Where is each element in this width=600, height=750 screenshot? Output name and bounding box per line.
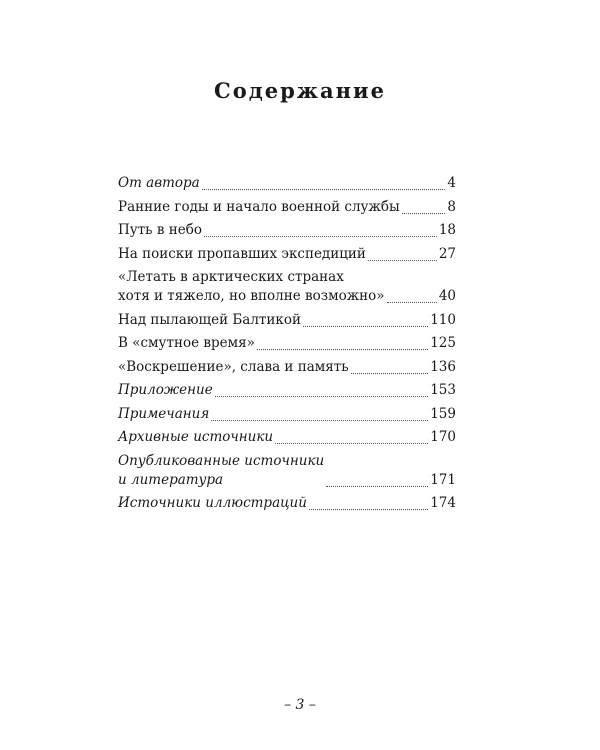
toc-entry-page: 4 [447,175,456,191]
toc-entry-title [118,381,213,400]
toc-entry-title-line: хотя и тяжело, но вполне возможно» [118,288,385,304]
toc-entry-page: 110 [430,311,456,328]
toc-entry-title-line: В «смутное время» [118,335,255,351]
toc-entry-title [118,452,324,490]
toc-entry[interactable] [118,268,456,306]
toc-entry-page: 40 [438,288,456,304]
toc-entry-page: 27 [438,245,456,262]
toc-entry[interactable] [118,311,456,330]
toc-leader-dots [215,396,428,397]
toc-entry-title [118,311,301,330]
toc-entry-title [118,334,255,353]
toc-entry-page: 18 [438,222,456,238]
toc-entry[interactable] [118,174,456,193]
toc-entry[interactable] [118,221,456,240]
toc-entry-title-line: Над пылающей Балтикой [118,311,301,328]
toc-entry-title-line: От автора [118,175,200,191]
toc-entry-title-line: Источники иллюстраций [118,495,307,511]
toc-entry-title [118,494,307,513]
toc-entry-page: 174 [430,495,456,511]
page-number: – 3 – [284,697,316,713]
toc-entry-title-line: Опубликованные источники [118,452,325,469]
toc-entry-page: 153 [430,382,456,398]
toc-leader-dots [257,349,428,350]
toc-entry-title-line: Ранние годы и начало военной службы [118,198,400,215]
toc-leader-dots [309,509,428,510]
toc-entry-title-line: и литература [118,471,224,488]
toc-entry-title-line: На поиски пропавших экспедиций [118,245,366,262]
toc-leader-dots [303,326,428,327]
toc-entry[interactable] [118,405,456,424]
toc-entry-page: 136 [430,358,456,375]
toc-entry-title [118,198,400,217]
toc-entry-title [118,428,273,447]
toc-leader-dots [368,260,437,261]
toc-entry-page: 125 [430,335,456,351]
toc-entry-title [118,405,209,424]
toc-entry[interactable] [118,358,456,377]
table-of-contents [118,174,456,518]
toc-leader-dots [204,236,437,237]
toc-leader-dots [202,189,446,190]
toc-entry-title [118,245,366,264]
toc-leader-dots [387,302,437,303]
toc-entry-title [118,358,349,377]
toc-entry-page: 170 [430,429,456,445]
toc-entry[interactable] [118,334,456,353]
toc-leader-dots [351,373,429,374]
toc-entry-page: 171 [430,471,456,488]
toc-entry[interactable] [118,198,456,217]
toc-entry[interactable] [118,381,456,400]
toc-entry-title [118,268,385,306]
toc-entry-title-line: «Летать в арктических странах [118,269,344,285]
toc-entry-title-line: Приложение [118,382,213,398]
toc-leader-dots [275,443,428,444]
page-title: Содержание [214,78,386,103]
toc-entry-title-line: Примечания [118,405,210,422]
toc-entry[interactable] [118,494,456,513]
toc-entry[interactable] [118,245,456,264]
toc-leader-dots [326,486,428,487]
toc-entry-page: 8 [447,198,456,215]
toc-entry-title [118,174,200,193]
toc-entry-page: 159 [430,405,456,422]
toc-entry-title [118,221,202,240]
toc-entry-title-line: Путь в небо [118,222,202,238]
toc-leader-dots [402,213,446,214]
toc-entry-title-line: «Воскрешение», слава и память [118,358,349,375]
toc-entry[interactable] [118,428,456,447]
toc-entry-title-line: Архивные источники [118,429,274,445]
toc-entry[interactable] [118,452,456,490]
toc-leader-dots [211,420,428,421]
